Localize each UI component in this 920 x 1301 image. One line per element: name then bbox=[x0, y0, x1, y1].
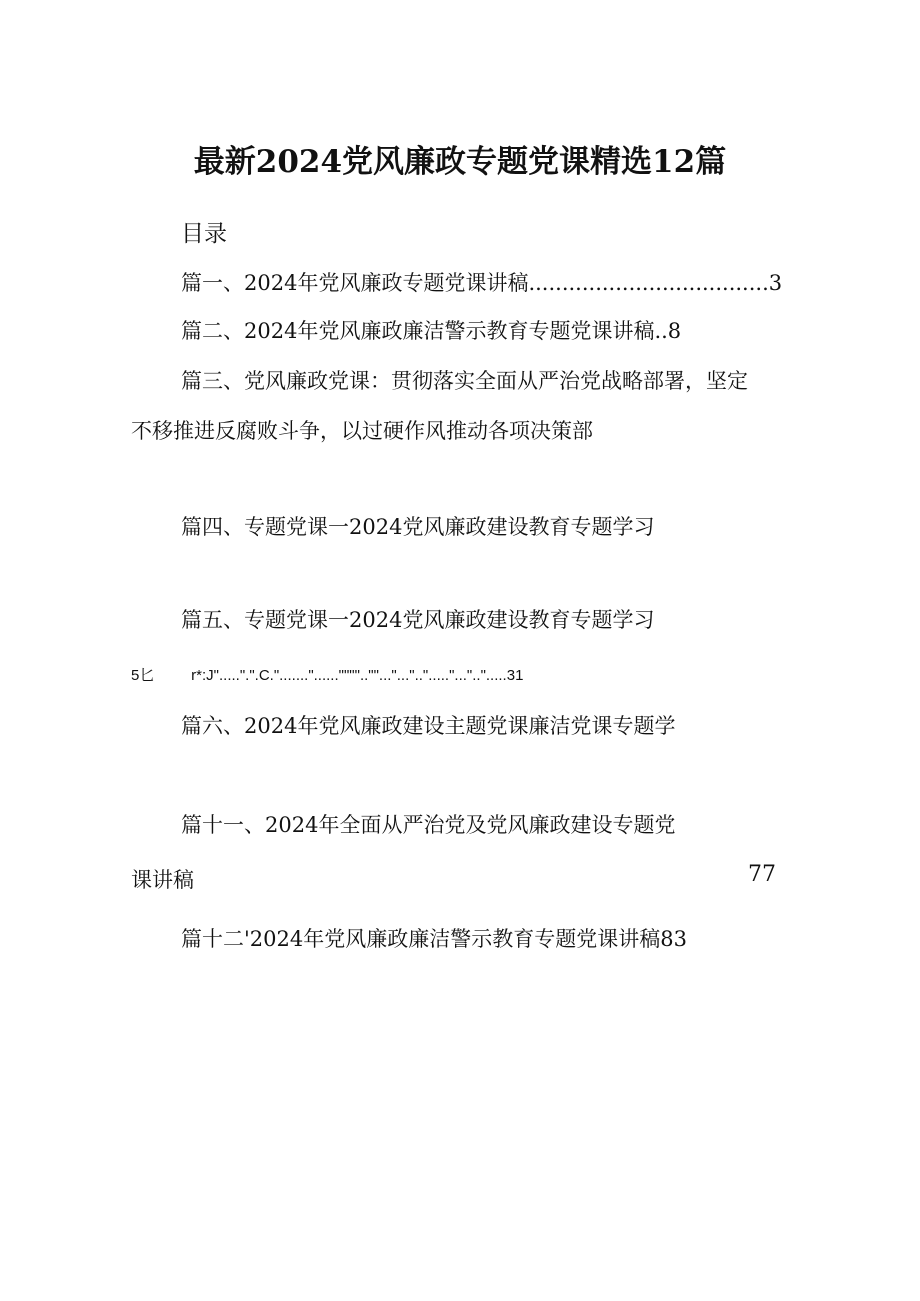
toc-entry-4: 篇四、专题党课一2024党风廉政建设教育专题学习 bbox=[181, 515, 655, 539]
toc-entry-5: 篇五、专题党课一2024党风廉政建设教育专题学习 bbox=[181, 608, 655, 632]
toc-leader-left-mark: 5匕 bbox=[131, 667, 155, 684]
toc-entry-3-line-1: 篇三、党风廉政党课：贯彻落实全面从严治党战略部署，坚定 bbox=[181, 369, 748, 393]
toc-entry-11-line-1: 篇十一、2024年全面从严治党及党风廉政建设专题党 bbox=[181, 813, 676, 837]
toc-entry-3-line-2: 不移推进反腐败斗争，以过硬作风推动各项决策部 bbox=[131, 419, 593, 443]
toc-entry-2: 篇二、2024年党风廉政廉洁警示教育专题党课讲稿..8 bbox=[181, 319, 682, 343]
document-title: 最新2024党风廉政专题党课精选12篇 bbox=[193, 144, 727, 180]
toc-entry-12: 篇十二'2024年党风廉政廉洁警示教育专题党课讲稿83 bbox=[181, 927, 687, 951]
table-of-contents-heading: 目录 bbox=[181, 221, 227, 247]
toc-page-number: 77 bbox=[748, 862, 776, 887]
toc-dotted-leader-row bbox=[131, 664, 523, 688]
toc-leader-dots: r*:J".....".".C."......."......""""..""..."...".."....."..."..".....31 bbox=[191, 667, 524, 684]
toc-entry-1: 篇一、2024年党风廉政专题党课讲稿....................................3 bbox=[181, 271, 783, 295]
toc-entry-11-line-2: 课讲稿 bbox=[131, 868, 194, 892]
toc-entry-6: 篇六、2024年党风廉政建设主题党课廉洁党课专题学 bbox=[181, 714, 676, 738]
